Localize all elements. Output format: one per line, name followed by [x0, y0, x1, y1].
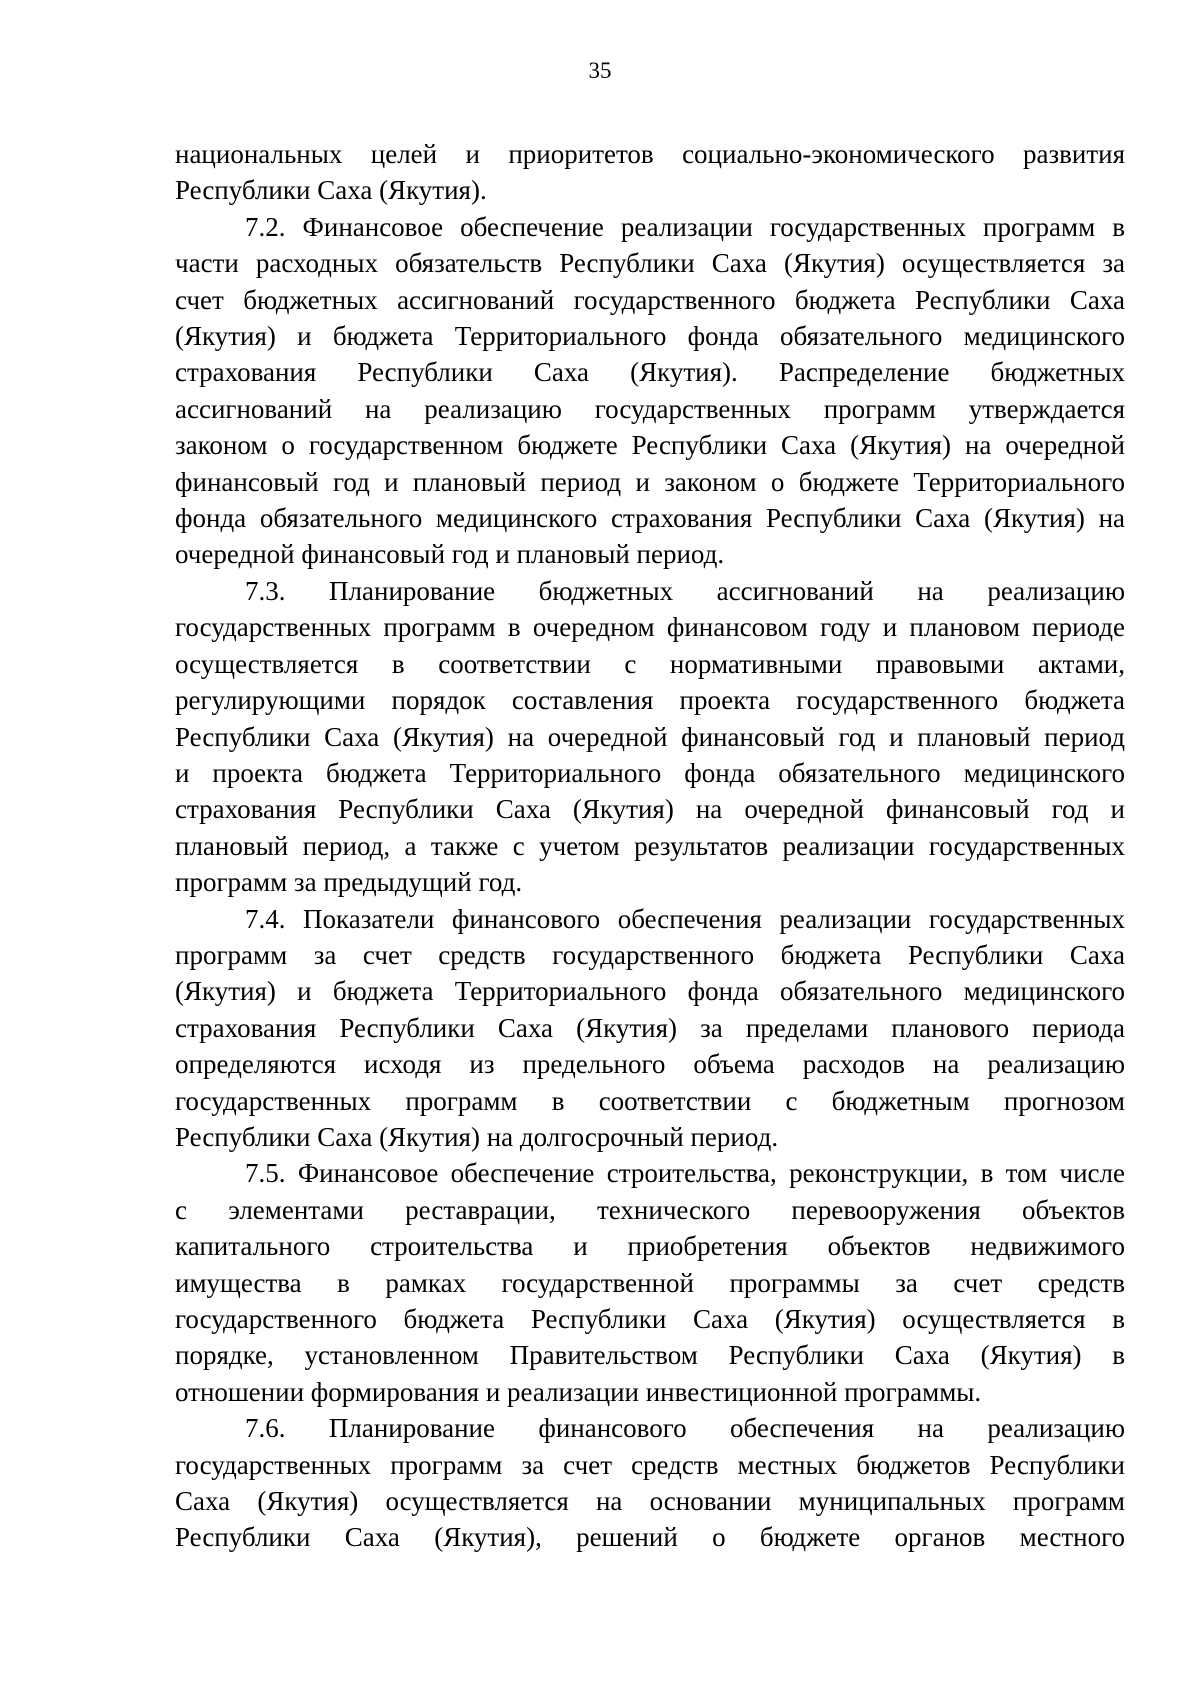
text-line: страхования Республики Саха (Якутия) на очередной финансовый год и: [175, 794, 1125, 825]
text-line: фонда обязательного медицинского страхования Республики Саха (Якутия) на: [175, 503, 1125, 534]
text-line: регулирующими порядок составления проекта государственного бюджета: [175, 685, 1125, 716]
text-line: страхования Республики Саха (Якутия) за пределами планового периода: [175, 1012, 1125, 1043]
paragraph-first-line: 7.3. Планирование бюджетных ассигнований на реализацию: [245, 575, 1125, 606]
text-line: порядке, установленном Правительством Республики Саха (Якутия) в: [175, 1340, 1125, 1371]
paragraph-first-line: 7.6. Планирование финансового обеспечения на реализацию: [245, 1413, 1125, 1444]
text-line: очередной финансовый год и плановый период.: [175, 539, 725, 570]
paragraph-first-line: 7.4. Показатели финансового обеспечения реализации государственных: [245, 903, 1125, 934]
text-line: Саха (Якутия) осуществляется на основании муниципальных программ: [175, 1486, 1125, 1517]
text-line: Республики Саха (Якутия) на долгосрочный период.: [175, 1121, 779, 1152]
text-line: государственных программ в очередном финансовом году и плановом периоде: [175, 612, 1125, 643]
text-line: государственного бюджета Республики Саха (Якутия) осуществляется в: [175, 1304, 1125, 1334]
text-line: страхования Республики Саха (Якутия). Распределение бюджетных: [175, 357, 1125, 388]
text-line: государственных программ в соответствии с бюджетным прогнозом: [175, 1085, 1125, 1116]
text-line: капитального строительства и приобретения объектов недвижимого: [175, 1231, 1125, 1262]
text-line: Республики Саха (Якутия), решений о бюджете органов местного: [175, 1522, 1125, 1553]
text-line: Республики Саха (Якутия) на очередной финансовый год и плановый период: [175, 721, 1125, 752]
document-body: [175, 136, 1125, 1556]
text-line: части расходных обязательств Республики Саха (Якутия) осуществляется за: [175, 248, 1125, 279]
paragraph-first-line: 7.5. Финансовое обеспечение строительства, реконструкции, в том числе: [245, 1158, 1125, 1189]
text-line: национальных целей и приоритетов социально-экономического развития: [175, 139, 1125, 169]
text-line: осуществляется в соответствии с нормативными правовыми актами,: [175, 648, 1125, 679]
paragraph-first-line: 7.2. Финансовое обеспечение реализации государственных программ в: [245, 211, 1125, 242]
page-number: 35: [588, 58, 612, 83]
text-line: и проекта бюджета Территориального фонда обязательного медицинского: [175, 757, 1125, 788]
text-line: финансовый год и плановый период и законом о бюджете Территориального: [175, 466, 1125, 497]
text-line: программ за счет средств государственного бюджета Республики Саха: [175, 939, 1125, 970]
text-line: ассигнований на реализацию государственных программ утверждается: [175, 393, 1125, 424]
text-line: определяются исходя из предельного объема расходов на реализацию: [175, 1049, 1125, 1080]
text-line: (Якутия) и бюджета Территориального фонда обязательного медицинского: [175, 321, 1125, 352]
text-line: плановый период, а также с учетом результатов реализации государственных: [175, 830, 1125, 861]
text-line: с элементами реставрации, технического перевооружения объектов: [175, 1194, 1125, 1225]
text-line: имущества в рамках государственной программы за счет средств: [175, 1267, 1125, 1298]
text-line: Республики Саха (Якутия).: [175, 175, 487, 206]
text-line: государственных программ за счет средств местных бюджетов Республики: [175, 1449, 1125, 1480]
text-line: программ за предыдущий год.: [175, 867, 523, 898]
text-line: (Якутия) и бюджета Территориального фонда обязательного медицинского: [175, 976, 1125, 1007]
text-line: законом о государственном бюджете Республики Саха (Якутия) на очередной: [175, 430, 1125, 461]
text-line: счет бюджетных ассигнований государственного бюджета Республики Саха: [175, 284, 1125, 315]
text-line: отношении формирования и реализации инвестиционной программы.: [175, 1376, 982, 1407]
